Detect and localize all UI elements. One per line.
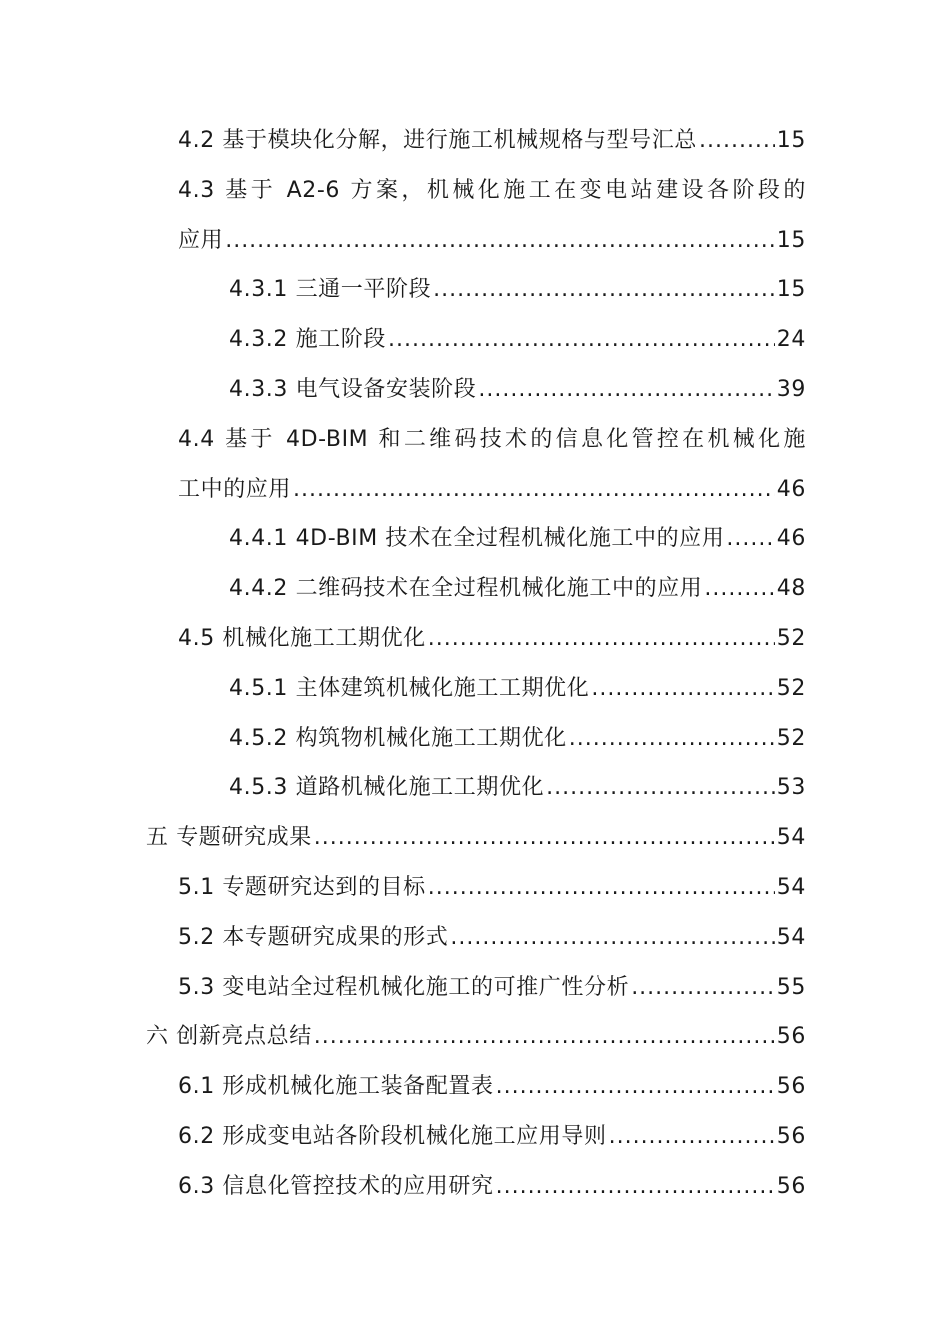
toc-leader-dots xyxy=(428,875,775,900)
toc-entry-label: 4.3.1 三通一平阶段 xyxy=(229,277,432,303)
toc-entry-label: 4.5 机械化施工工期优化 xyxy=(178,625,426,651)
toc-entry-label: 六 创新亮点总结 xyxy=(146,1024,312,1050)
toc-entry-row xyxy=(229,272,806,303)
toc-entry-label: 6.2 形成变电站各阶段机械化施工应用导则 xyxy=(178,1123,607,1149)
toc-entry-row xyxy=(229,521,806,552)
toc-entry-label: 4.4.2 二维码技术在全过程机械化施工中的应用 xyxy=(229,576,703,602)
toc-entry-row xyxy=(178,422,806,453)
toc-entry[interactable] xyxy=(0,163,950,213)
toc-leader-dots xyxy=(293,477,775,502)
toc-entry-page-number: 56 xyxy=(776,1123,806,1149)
toc-entry-row xyxy=(146,820,806,851)
toc-leader-dots xyxy=(546,775,775,800)
toc-entry-row xyxy=(229,770,806,801)
toc-entry-label: 五 专题研究成果 xyxy=(146,825,312,851)
toc-entry[interactable] xyxy=(0,1059,950,1109)
toc-entry-page-number: 46 xyxy=(776,526,806,552)
toc-entry-row xyxy=(229,671,806,702)
toc-entry[interactable] xyxy=(0,1159,950,1209)
toc-entry-row xyxy=(178,1069,806,1100)
toc-entry-row xyxy=(178,920,806,951)
toc-entry[interactable] xyxy=(0,113,950,163)
toc-entry-label: 4.3.2 施工阶段 xyxy=(229,327,386,353)
toc-entry-row xyxy=(146,1019,806,1050)
toc-entry-page-number: 53 xyxy=(776,775,806,801)
toc-entry[interactable] xyxy=(0,910,950,960)
toc-entry[interactable] xyxy=(0,1009,950,1059)
toc-entry-page-number: 56 xyxy=(776,1024,806,1050)
toc-entry-label: 4.5.1 主体建筑机械化施工工期优化 xyxy=(229,675,590,701)
toc-entry-page-number: 56 xyxy=(776,1173,806,1199)
toc-entry-row xyxy=(178,472,806,503)
toc-entry-page-number: 52 xyxy=(776,625,806,651)
toc-entry-row xyxy=(229,322,806,353)
toc-entry[interactable] xyxy=(0,611,950,661)
toc-entry-row xyxy=(178,1169,806,1200)
toc-entry[interactable] xyxy=(0,661,950,711)
toc-leader-dots xyxy=(726,526,774,551)
toc-entry[interactable] xyxy=(0,511,950,561)
toc-entry-row xyxy=(178,870,806,901)
toc-leader-dots xyxy=(433,277,775,302)
toc-entry-row xyxy=(229,721,806,752)
toc-leader-dots xyxy=(225,228,775,253)
toc-entry-label: 6.3 信息化管控技术的应用研究 xyxy=(178,1173,494,1199)
toc-entry-row xyxy=(229,571,806,602)
toc-entry-row xyxy=(178,123,806,154)
toc-entry-label: 4.4 基于 4D-BIM 和二维码技术的信息化管控在机械化施 xyxy=(178,426,806,452)
toc-entry-label: 4.5.3 道路机械化施工工期优化 xyxy=(229,775,545,801)
toc-entry-page-number: 39 xyxy=(776,376,806,402)
toc-entry-label: 5.3 变电站全过程机械化施工的可推广性分析 xyxy=(178,974,630,1000)
toc-entry-row xyxy=(178,223,806,254)
table-of-contents xyxy=(0,113,950,1209)
toc-leader-dots xyxy=(496,1174,775,1199)
toc-entry-label: 应用 xyxy=(178,227,224,253)
toc-leader-dots xyxy=(704,576,774,601)
toc-leader-dots xyxy=(609,1124,775,1149)
toc-entry-label: 5.1 专题研究达到的目标 xyxy=(178,874,426,900)
toc-entry-label: 6.1 形成机械化施工装备配置表 xyxy=(178,1074,494,1100)
toc-leader-dots xyxy=(388,327,775,352)
toc-entry[interactable] xyxy=(0,960,950,1010)
toc-entry-label: 4.3 基于 A2-6 方案，机械化施工在变电站建设各阶段的 xyxy=(178,177,806,203)
toc-entry[interactable] xyxy=(0,213,950,263)
toc-entry[interactable] xyxy=(0,362,950,412)
toc-entry-page-number: 24 xyxy=(776,327,806,353)
toc-entry[interactable] xyxy=(0,561,950,611)
toc-leader-dots xyxy=(314,825,775,850)
toc-leader-dots xyxy=(428,626,775,651)
toc-leader-dots xyxy=(450,925,774,950)
toc-entry-label: 4.3.3 电气设备安装阶段 xyxy=(229,376,477,402)
toc-entry-page-number: 56 xyxy=(776,1074,806,1100)
toc-entry[interactable] xyxy=(0,711,950,761)
toc-entry-label: 5.2 本专题研究成果的形式 xyxy=(178,924,449,950)
toc-entry-row xyxy=(178,173,806,204)
toc-entry[interactable] xyxy=(0,462,950,512)
toc-entry-label: 4.5.2 构筑物机械化施工工期优化 xyxy=(229,725,567,751)
toc-entry-label: 工中的应用 xyxy=(178,476,292,502)
toc-entry-row xyxy=(178,1119,806,1150)
toc-entry-page-number: 54 xyxy=(776,874,806,900)
toc-leader-dots xyxy=(591,676,774,701)
toc-entry-page-number: 46 xyxy=(776,476,806,502)
toc-entry-page-number: 52 xyxy=(776,675,806,701)
toc-leader-dots xyxy=(631,975,775,1000)
toc-entry[interactable] xyxy=(0,312,950,362)
toc-entry-page-number: 52 xyxy=(776,725,806,751)
toc-entry-row xyxy=(178,970,806,1001)
toc-leader-dots xyxy=(478,377,774,402)
toc-leader-dots xyxy=(314,1024,775,1049)
toc-entry-page-number: 15 xyxy=(776,277,806,303)
toc-entry[interactable] xyxy=(0,262,950,312)
toc-entry-page-number: 55 xyxy=(776,974,806,1000)
toc-entry-label: 4.4.1 4D-BIM 技术在全过程机械化施工中的应用 xyxy=(229,526,725,552)
toc-entry-page-number: 54 xyxy=(776,924,806,950)
toc-entry-label: 4.2 基于模块化分解，进行施工机械规格与型号汇总 xyxy=(178,128,697,153)
toc-entry[interactable] xyxy=(0,760,950,810)
toc-entry-row xyxy=(178,621,806,652)
toc-entry-row xyxy=(229,372,806,403)
toc-entry-page-number: 15 xyxy=(776,128,806,153)
toc-entry[interactable] xyxy=(0,1109,950,1159)
toc-leader-dots xyxy=(496,1074,775,1099)
toc-entry[interactable] xyxy=(0,810,950,860)
toc-entry[interactable] xyxy=(0,860,950,910)
toc-entry-page-number: 15 xyxy=(776,227,806,253)
toc-entry-page-number: 54 xyxy=(776,825,806,851)
toc-leader-dots xyxy=(569,726,775,751)
toc-entry[interactable] xyxy=(0,412,950,462)
toc-leader-dots xyxy=(699,128,775,153)
toc-entry-page-number: 48 xyxy=(776,576,806,602)
